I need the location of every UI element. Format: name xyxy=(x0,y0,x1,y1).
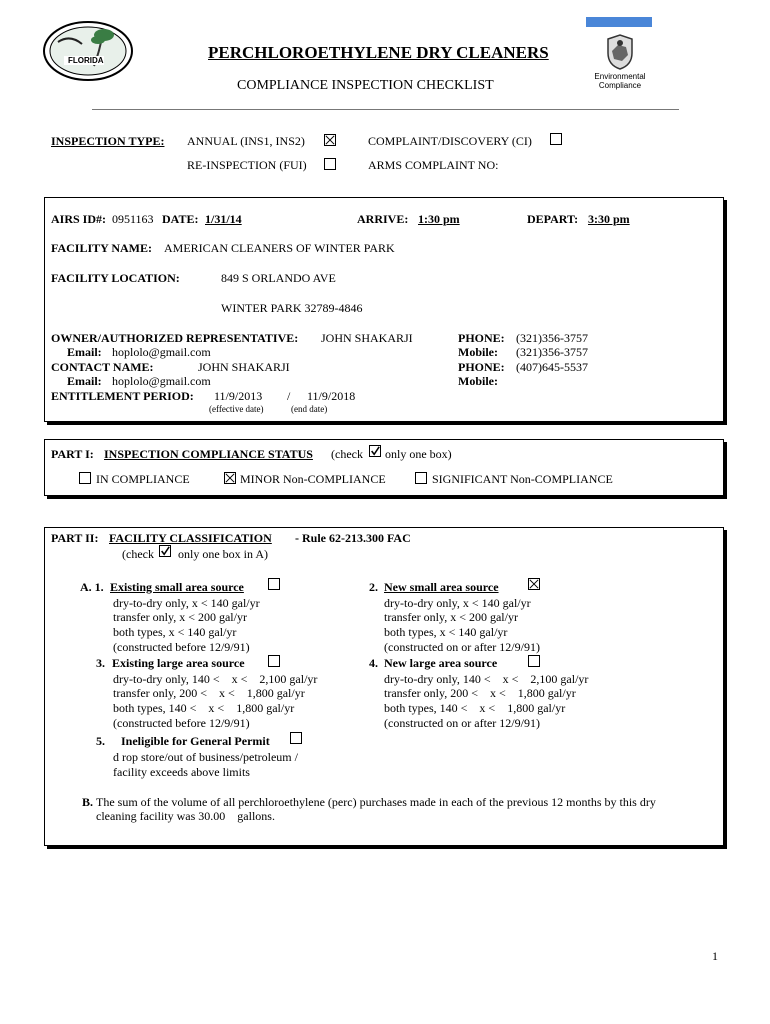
document-title: PERCHLOROETHYLENE DRY CLEANERS xyxy=(208,43,549,62)
part1-check-suffix: only one box) xyxy=(385,447,452,461)
significant-noncompliance-label: SIGNIFICANT Non-COMPLIANCE xyxy=(432,472,613,486)
a4-line: transfer only, 200 < x < 1,800 gal/yr xyxy=(384,686,576,700)
logo-florida-text: FLORIDA xyxy=(68,56,104,65)
a3-checkbox[interactable] xyxy=(268,655,280,667)
a4-line: dry-to-dry only, 140 < x < 2,100 gal/yr xyxy=(384,672,589,686)
airs-id-label: AIRS ID#: xyxy=(51,212,107,226)
part2-check-example-icon xyxy=(159,545,171,557)
a5-label: 5. xyxy=(96,734,105,748)
arrive-label: ARRIVE: xyxy=(357,212,409,226)
entitlement-sep: / xyxy=(287,389,291,403)
contact-value: JOHN SHAKARJI xyxy=(198,360,290,374)
florida-dep-logo xyxy=(42,20,134,82)
part2-title: FACILITY CLASSIFICATION xyxy=(109,531,272,545)
part2-label: PART II: xyxy=(51,531,99,545)
reinspection-checkbox[interactable] xyxy=(324,158,336,170)
header-rule xyxy=(92,109,679,110)
environmental-compliance-logo xyxy=(600,31,640,71)
mobile2-label: Mobile: xyxy=(458,374,498,388)
annual-label: ANNUAL (INS1, INS2) xyxy=(187,134,305,148)
a5-checkbox[interactable] xyxy=(290,732,302,744)
b-line1: The sum of the volume of all perchloroethylene (perc) purchases made in each of the previous 12 months by this dry xyxy=(96,795,656,809)
reinspection-label: RE-INSPECTION (FUI) xyxy=(187,158,307,172)
effective-date-caption: (effective date) xyxy=(209,404,264,414)
a5-line: d rop store/out of business/petroleum / xyxy=(113,750,298,764)
document-subtitle: COMPLIANCE INSPECTION CHECKLIST xyxy=(237,78,494,93)
right-logo-caption-2: Compliance xyxy=(598,81,642,90)
mobile1-label: Mobile: xyxy=(458,345,498,359)
annual-checkbox[interactable] xyxy=(324,134,336,146)
part2-rule: - Rule 62-213.300 FAC xyxy=(295,531,411,545)
a2-line: both types, x < 140 gal/yr xyxy=(384,625,508,639)
complaint-checkbox[interactable] xyxy=(550,133,562,145)
a5-title: Ineligible for General Permit xyxy=(121,734,270,748)
phone1-value: (321)356-3757 xyxy=(516,331,588,345)
a1-line: both types, x < 140 gal/yr xyxy=(113,625,237,639)
a3-line: dry-to-dry only, 140 < x < 2,100 gal/yr xyxy=(113,672,318,686)
facility-location-line2: WINTER PARK 32789-4846 xyxy=(221,301,363,315)
a4-line: both types, 140 < x < 1,800 gal/yr xyxy=(384,701,566,715)
a4-checkbox[interactable] xyxy=(528,655,540,667)
inspection-type-label: INSPECTION TYPE: xyxy=(51,134,165,148)
a3-line: (constructed before 12/9/91) xyxy=(113,716,250,730)
owner-label: OWNER/AUTHORIZED REPRESENTATIVE: xyxy=(51,331,299,345)
depart-label: DEPART: xyxy=(527,212,579,226)
part1-check-example-icon xyxy=(369,445,381,457)
facility-name-label: FACILITY NAME: xyxy=(51,241,152,255)
part2-check-suffix: only one box in A) xyxy=(178,547,268,561)
entitlement-label: ENTITLEMENT PERIOD: xyxy=(51,389,194,403)
date-value: 1/31/14 xyxy=(205,212,242,226)
b-label: B. xyxy=(82,795,94,809)
a2-label: 2. xyxy=(369,580,378,594)
a2-line: transfer only, x < 200 gal/yr xyxy=(384,610,518,624)
a3-line: both types, 140 < x < 1,800 gal/yr xyxy=(113,701,295,715)
phone2-value: (407)645-5537 xyxy=(516,360,588,374)
in-compliance-label: IN COMPLIANCE xyxy=(96,472,190,486)
part1-label: PART I: xyxy=(51,447,94,461)
a4-label: 4. xyxy=(369,656,378,670)
facility-location-label: FACILITY LOCATION: xyxy=(51,271,180,285)
facility-location-line1: 849 S ORLANDO AVE xyxy=(221,271,336,285)
in-compliance-checkbox[interactable] xyxy=(79,472,91,484)
contact-label: CONTACT NAME: xyxy=(51,360,154,374)
arms-complaint-label: ARMS COMPLAINT NO: xyxy=(368,158,499,172)
facility-name-value: AMERICAN CLEANERS OF WINTER PARK xyxy=(164,241,395,255)
a4-title: New large area source xyxy=(384,656,498,670)
a2-checkbox[interactable] xyxy=(528,578,540,590)
phone1-label: PHONE: xyxy=(458,331,505,345)
owner-email-value: hoplolo@gmail.com xyxy=(112,345,211,359)
accent-bar xyxy=(586,17,652,27)
page-number: 1 xyxy=(712,949,718,963)
a1-title: Existing small area source xyxy=(110,580,244,594)
a3-label: 3. xyxy=(96,656,105,670)
a1-checkbox[interactable] xyxy=(268,578,280,590)
a3-line: transfer only, 200 < x < 1,800 gal/yr xyxy=(113,686,305,700)
a-label: A. 1. xyxy=(80,580,104,594)
part1-check-prefix: (check xyxy=(331,447,363,461)
a2-line: dry-to-dry only, x < 140 gal/yr xyxy=(384,596,531,610)
entitlement-end: 11/9/2018 xyxy=(307,389,356,403)
depart-value: 3:30 pm xyxy=(588,212,630,226)
right-logo-caption-1: Environmental xyxy=(594,72,646,81)
contact-email-value: hoplolo@gmail.com xyxy=(112,374,211,388)
date-label: DATE: xyxy=(162,212,199,226)
a1-line: transfer only, x < 200 gal/yr xyxy=(113,610,247,624)
owner-value: JOHN SHAKARJI xyxy=(321,331,413,345)
part1-title: INSPECTION COMPLIANCE STATUS xyxy=(104,447,313,461)
mobile1-value: (321)356-3757 xyxy=(516,345,588,359)
airs-id-value: 0951163 xyxy=(112,212,154,226)
a4-line: (constructed on or after 12/9/91) xyxy=(384,716,540,730)
minor-noncompliance-label: MINOR Non-COMPLIANCE xyxy=(240,472,386,486)
minor-noncompliance-checkbox[interactable] xyxy=(224,472,236,484)
contact-email-label: Email: xyxy=(67,374,102,388)
a3-title: Existing large area source xyxy=(112,656,245,670)
a2-title: New small area source xyxy=(384,580,499,594)
owner-email-label: Email: xyxy=(67,345,102,359)
a2-line: (constructed on or after 12/9/91) xyxy=(384,640,540,654)
entitlement-start: 11/9/2013 xyxy=(214,389,263,403)
part2-check-prefix: (check xyxy=(122,547,154,561)
end-date-caption: (end date) xyxy=(291,404,328,414)
a1-line: (constructed before 12/9/91) xyxy=(113,640,250,654)
a1-line: dry-to-dry only, x < 140 gal/yr xyxy=(113,596,260,610)
significant-noncompliance-checkbox[interactable] xyxy=(415,472,427,484)
phone2-label: PHONE: xyxy=(458,360,505,374)
b-line2: cleaning facility was 30.00 gallons. xyxy=(96,809,275,823)
arrive-value: 1:30 pm xyxy=(418,212,460,226)
a5-line: facility exceeds above limits xyxy=(113,765,250,779)
complaint-label: COMPLAINT/DISCOVERY (CI) xyxy=(368,134,532,148)
